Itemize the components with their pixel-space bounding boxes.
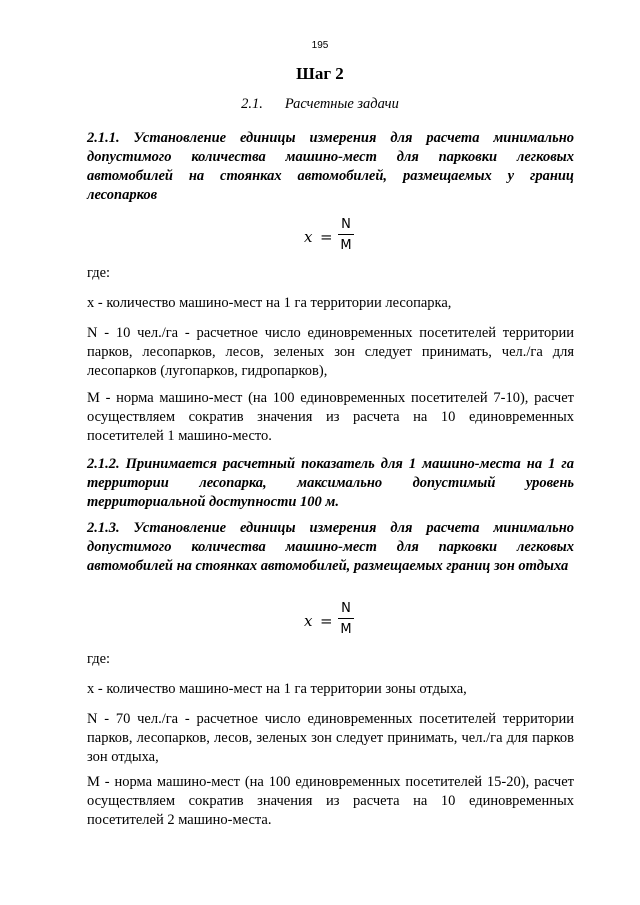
formula-fraction	[338, 600, 354, 638]
formula-equals: =	[320, 612, 333, 630]
formula-numerator: N	[341, 601, 351, 616]
formula-lhs: x	[304, 612, 313, 630]
step-title: Шаг 2	[296, 64, 344, 83]
section-heading-2-1-1: 2.1.1. Установление единицы измерения для расчета минимально допустимого количества машино-мест для парковки легковых автомобилей на стоянках автомобилей, размещаемых у границ лесопарков	[87, 130, 574, 203]
subsection-text: Расчетные задачи	[284, 96, 399, 112]
subsection-title	[0, 96, 640, 113]
definition-m-1: M - норма машино-мест (на 100 единовременных посетителей 7-10), расчет осуществляем сократив значения из расчета на 10 единовременных посетителей 1 машино-место.	[87, 390, 574, 444]
definition-n-2: N - 70 чел./га - расчетное число единовременных посетителей территории парков, лесопарков, лесов, зеленых зон следует принимать, чел./га для парков зон отдыха,	[87, 711, 574, 765]
formula-numerator: N	[341, 217, 351, 232]
formula-equals: =	[320, 228, 333, 246]
formula-lhs: x	[304, 228, 313, 246]
formula-denominator: M	[340, 238, 352, 253]
definition-x-2: x - количество машино-мест на 1 га территории зоны отдыха,	[87, 681, 467, 697]
page-number: 195	[311, 40, 329, 51]
section-heading-2-1-2: 2.1.2. Принимается расчетный показатель для 1 машино-места на 1 га территории лесопарка, максимально допустимый уровень территориальной доступности 100 м.	[87, 456, 574, 510]
where-label-2: где:	[87, 651, 111, 667]
where-label-1: где:	[87, 265, 111, 281]
definition-n-1: N - 10 чел./га - расчетное число единовременных посетителей территории парков, лесопарков, лесов, зеленых зон следует принимать, чел./га для лесопарков (лугопарков, гидропарков),	[87, 325, 574, 379]
formula-2-1-3	[304, 600, 364, 644]
section-heading-2-1-3: 2.1.3. Установление единицы измерения для расчета минимально допустимого количества машино-мест для парковки легковых автомобилей на стоянках автомобилей, размещаемых границ зон отдыха	[87, 520, 574, 574]
fraction-bar	[338, 234, 354, 235]
formula-fraction	[338, 216, 354, 254]
formula-2-1-1	[304, 216, 364, 260]
formula-denominator: M	[340, 622, 352, 637]
definition-x-1: x - количество машино-мест на 1 га территории лесопарка,	[87, 295, 452, 311]
definition-m-2: M - норма машино-мест (на 100 единовременных посетителей 15-20), расчет осуществляем сократив значения из расчета на 10 единовременных посетителей 2 машино-места.	[87, 774, 574, 828]
fraction-bar	[338, 618, 354, 619]
subsection-number: 2.1.	[241, 96, 263, 112]
